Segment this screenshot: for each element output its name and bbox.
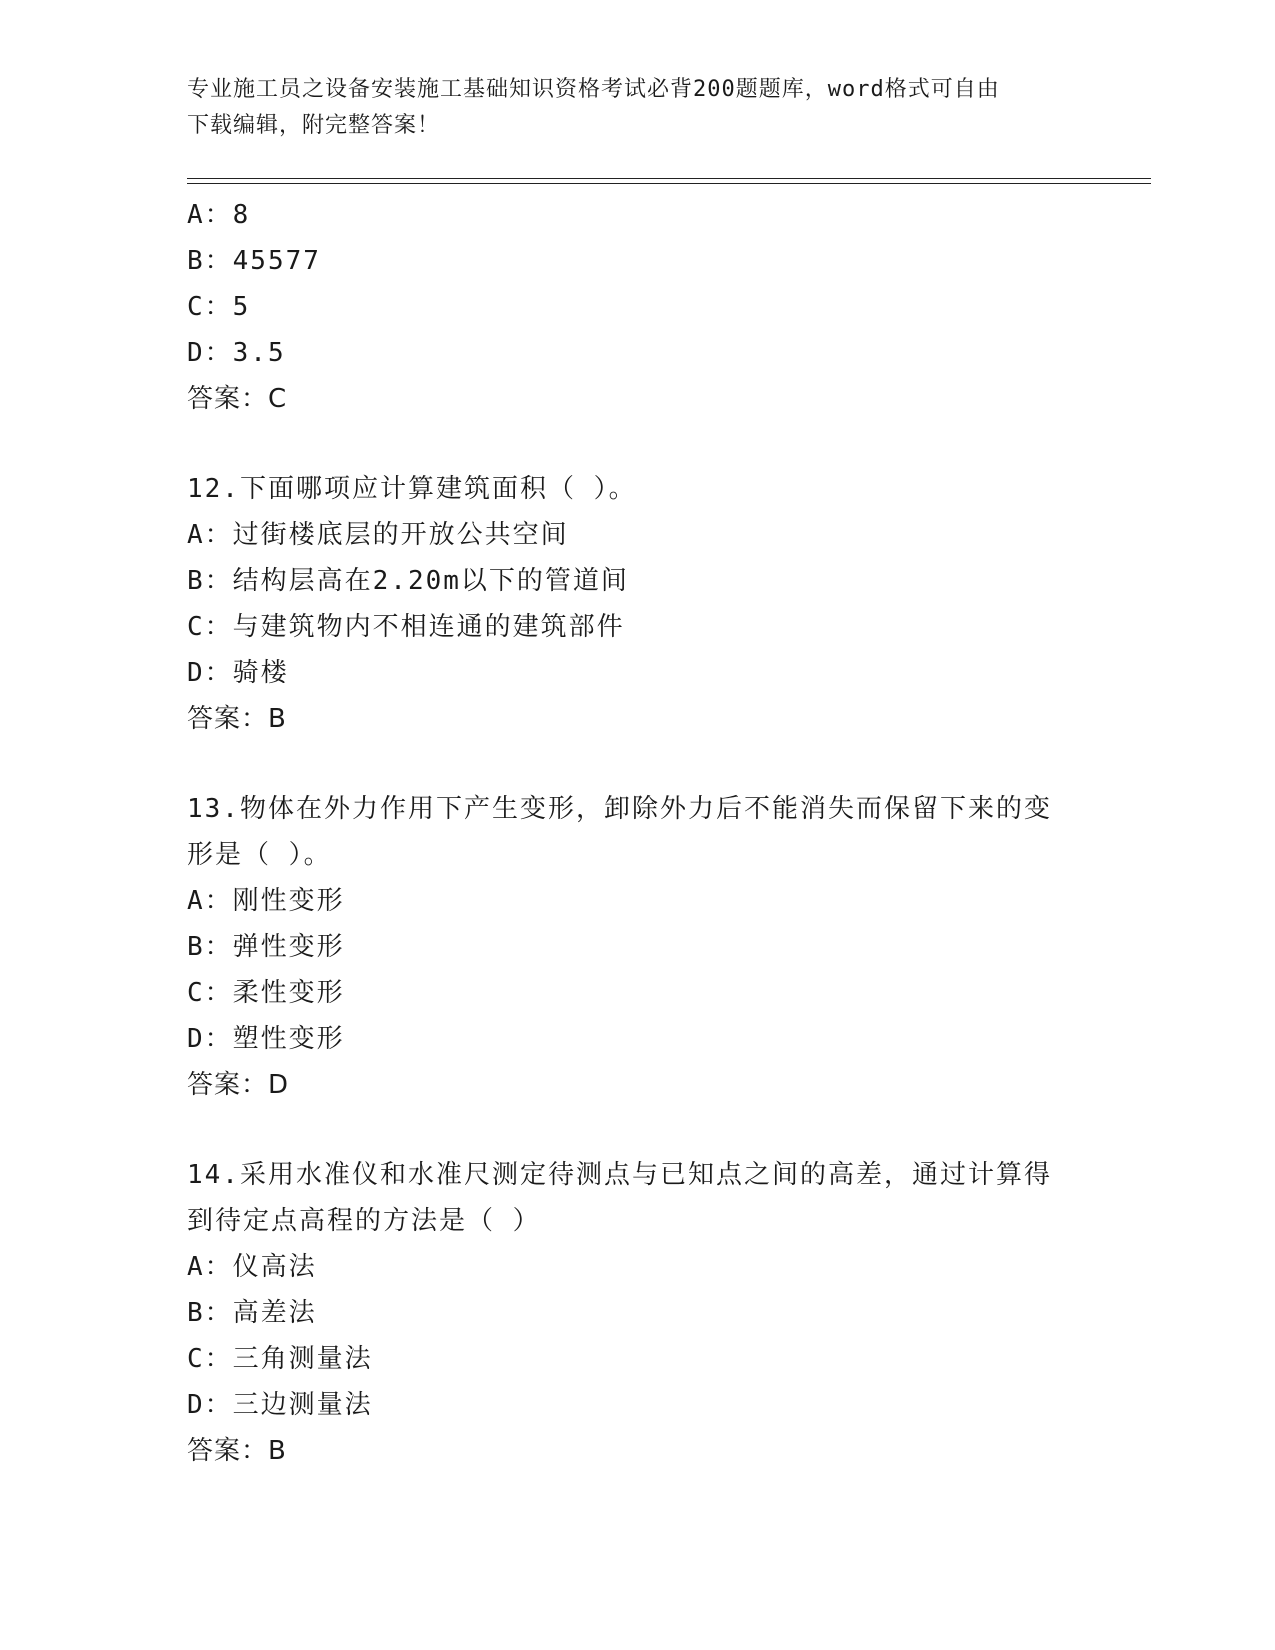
option-c: C：5 [187, 292, 251, 322]
option-b: B：弹性变形 [187, 932, 345, 962]
option-b: B：45577 [187, 246, 321, 276]
question-block-14 [187, 1152, 1087, 1474]
question-block-12 [187, 466, 1087, 742]
spacer [187, 742, 1087, 786]
option-c: C：三角测量法 [187, 1344, 373, 1374]
option-d: D：塑性变形 [187, 1024, 345, 1054]
header-line-2: 下载编辑，附完整答案！ [187, 113, 441, 138]
option-d: D：三边测量法 [187, 1390, 373, 1420]
option-a: A：8 [187, 200, 251, 230]
question-stem-line-1: 14.采用水准仪和水准尺测定待测点与已知点之间的高差，通过计算得 [187, 1160, 1052, 1190]
spacer [187, 422, 1087, 466]
question-stem-line-2: 到待定点高程的方法是（ ） [187, 1206, 541, 1236]
answer-line: 答案：D [187, 1070, 290, 1100]
question-stem: 12.下面哪项应计算建筑面积（ ）。 [187, 474, 637, 504]
spacer [187, 1108, 1087, 1152]
answer-line: 答案：B [187, 704, 287, 734]
question-block-13 [187, 786, 1087, 1108]
answer-line: 答案：B [187, 1436, 287, 1466]
question-stem-line-1: 13.物体在外力作用下产生变形，卸除外力后不能消失而保留下来的变 [187, 794, 1052, 824]
option-c: C：柔性变形 [187, 978, 345, 1008]
option-c: C：与建筑物内不相连通的建筑部件 [187, 612, 625, 642]
option-a: A：过街楼底层的开放公共空间 [187, 520, 569, 550]
document-header [187, 72, 1067, 144]
option-b: B：高差法 [187, 1298, 317, 1328]
option-d: D：骑楼 [187, 658, 289, 688]
option-a: A：仪高法 [187, 1252, 317, 1282]
option-d: D：3.5 [187, 338, 286, 368]
question-list [187, 192, 1087, 1474]
question-stem-line-2: 形是（ ）。 [187, 840, 332, 870]
header-divider-top [187, 178, 1151, 179]
answer-line: 答案：C [187, 384, 288, 414]
option-b: B：结构层高在2.20m以下的管道间 [187, 566, 629, 596]
option-a: A：刚性变形 [187, 886, 345, 916]
question-block-prev [187, 192, 1087, 422]
header-line-1: 专业施工员之设备安装施工基础知识资格考试必背200题题库，word格式可自由 [187, 77, 1000, 102]
header-divider-bottom [187, 183, 1151, 184]
